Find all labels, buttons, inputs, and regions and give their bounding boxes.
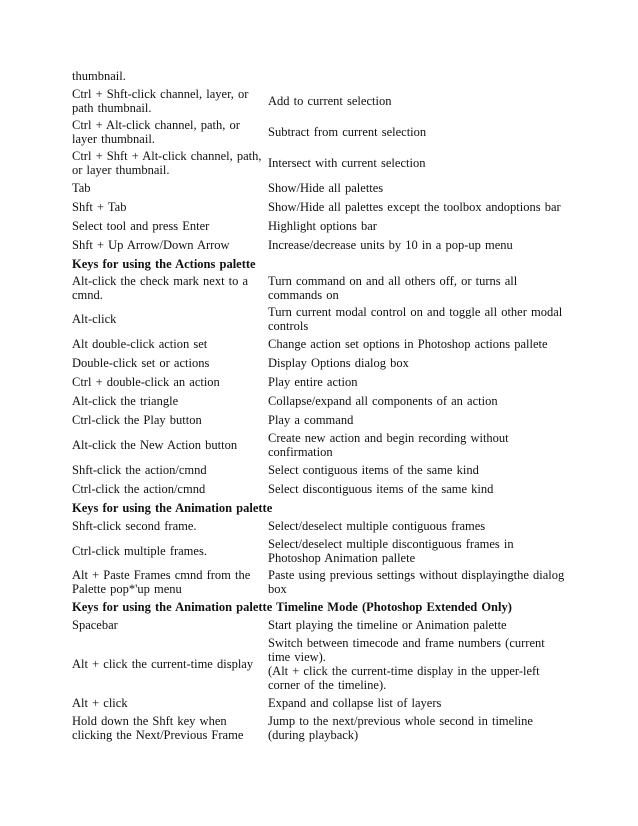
section-heading: Keys for using the Animation palette	[72, 501, 273, 515]
shortcut-keys	[72, 411, 268, 430]
shortcut-row	[72, 694, 572, 713]
shortcut-row	[72, 354, 572, 373]
shortcut-action-line: box	[268, 582, 287, 596]
shortcut-keys	[72, 273, 268, 304]
shortcut-action-line: Jump to the next/previous whole second in timeline	[268, 714, 533, 728]
shortcut-action-line: time view).	[268, 650, 326, 664]
shortcut-action-line: commands on	[268, 288, 339, 302]
shortcut-action-line: Select contiguous items of the same kind	[268, 463, 479, 477]
shortcut-keys-line: Alt-click	[72, 312, 117, 326]
shortcut-row	[72, 86, 572, 117]
shortcut-keys-line: Hold down the Shft key when	[72, 714, 227, 728]
shortcut-row	[72, 335, 572, 354]
shortcut-action-line: Paste using previous settings without displayingthe dialog	[268, 568, 565, 582]
shortcut-keys	[72, 86, 268, 117]
shortcut-action	[268, 304, 572, 335]
shortcut-keys-line: Spacebar	[72, 618, 118, 632]
shortcut-row	[72, 198, 572, 217]
section-heading-row	[72, 499, 572, 517]
shortcut-keys	[72, 179, 268, 198]
shortcut-keys-line: Ctrl + Shft-click channel, layer, or	[72, 87, 249, 101]
shortcut-action-line: Switch between timecode and frame numbers (current	[268, 636, 545, 650]
shortcut-action	[268, 713, 572, 744]
shortcut-row	[72, 179, 572, 198]
shortcut-action-line: Select/deselect multiple contiguous frames	[268, 519, 486, 533]
shortcut-keys-line: Ctrl + double-click an action	[72, 375, 220, 389]
shortcut-action-line: Intersect with current selection	[268, 156, 426, 170]
shortcut-action-line: Show/Hide all palettes	[268, 181, 384, 195]
shortcut-row	[72, 217, 572, 236]
shortcut-keys-line: Alt-click the check mark next to a	[72, 274, 249, 288]
shortcut-row	[72, 236, 572, 255]
shortcut-action-line: (Alt + click the current-time display in the upper-left	[268, 664, 540, 678]
shortcut-row	[72, 713, 572, 744]
shortcut-action-line: Create new action and begin recording without	[268, 431, 509, 445]
section-heading-row	[72, 255, 572, 273]
shortcut-action	[268, 461, 572, 480]
shortcut-action-line: corner of the timeline).	[268, 678, 387, 692]
shortcut-action	[268, 67, 572, 86]
shortcut-action	[268, 430, 572, 461]
shortcut-keys-line: Alt-click the triangle	[72, 394, 179, 408]
shortcut-keys-line: Alt double-click action set	[72, 337, 208, 351]
shortcut-keys	[72, 198, 268, 217]
shortcut-row	[72, 304, 572, 335]
shortcut-keys-line: Alt + click the current-time display	[72, 657, 254, 671]
shortcut-keys-line: Shft-click the action/cmnd	[72, 463, 207, 477]
shortcut-row	[72, 616, 572, 635]
section-heading: Keys for using the Animation palette Timeline Mode (Photoshop Extended Only)	[72, 600, 512, 614]
shortcut-row	[72, 480, 572, 499]
shortcut-keys-line: cmnd.	[72, 288, 103, 302]
shortcut-keys-line: Ctrl-click multiple frames.	[72, 544, 207, 558]
shortcut-action	[268, 694, 572, 713]
shortcut-action-line: Turn current modal control on and toggle all other modal	[268, 305, 563, 319]
shortcut-keys-line: path thumbnail.	[72, 101, 152, 115]
shortcut-keys	[72, 354, 268, 373]
shortcut-action-line: Play a command	[268, 413, 354, 427]
shortcut-action	[268, 517, 572, 536]
shortcut-action	[268, 373, 572, 392]
shortcut-row	[72, 430, 572, 461]
shortcut-action	[268, 217, 572, 236]
shortcut-row	[72, 392, 572, 411]
shortcut-keys-line: Ctrl-click the action/cmnd	[72, 482, 206, 496]
shortcut-keys-line: Tab	[72, 181, 91, 195]
shortcut-keys	[72, 335, 268, 354]
shortcut-row	[72, 148, 572, 179]
shortcut-row	[72, 635, 572, 694]
shortcut-keys	[72, 148, 268, 179]
shortcut-keys	[72, 430, 268, 461]
shortcut-keys	[72, 304, 268, 335]
shortcut-action	[268, 480, 572, 499]
shortcut-keys-line: layer thumbnail.	[72, 132, 155, 146]
shortcut-action-line: Expand and collapse list of layers	[268, 696, 442, 710]
shortcut-row	[72, 461, 572, 480]
shortcut-keys	[72, 694, 268, 713]
shortcut-keys	[72, 713, 268, 744]
shortcut-row	[72, 517, 572, 536]
shortcut-keys-line: Ctrl + Alt-click channel, path, or	[72, 118, 240, 132]
shortcut-action	[268, 392, 572, 411]
shortcut-action-line: Photoshop Animation pallete	[268, 551, 416, 565]
shortcut-keys-line: Select tool and press Enter	[72, 219, 210, 233]
shortcut-row	[72, 67, 572, 86]
shortcut-row	[72, 273, 572, 304]
shortcut-action	[268, 635, 572, 694]
shortcut-action-line: Increase/decrease units by 10 in a pop-up menu	[268, 238, 513, 252]
shortcut-row	[72, 117, 572, 148]
document-page	[72, 67, 572, 744]
shortcut-action	[268, 148, 572, 179]
shortcut-action	[268, 567, 572, 598]
shortcut-keys	[72, 567, 268, 598]
shortcut-keys	[72, 616, 268, 635]
shortcut-keys-line: Ctrl + Shft + Alt-click channel, path,	[72, 149, 262, 163]
shortcut-keys-line: Shft-click second frame.	[72, 519, 197, 533]
shortcut-keys-line: Alt + click	[72, 696, 128, 710]
shortcut-action-line: confirmation	[268, 445, 333, 459]
shortcut-keys	[72, 217, 268, 236]
shortcut-action-line: Subtract from current selection	[268, 125, 427, 139]
shortcut-action-line: Play entire action	[268, 375, 358, 389]
shortcut-action	[268, 236, 572, 255]
shortcut-action	[268, 117, 572, 148]
shortcut-table	[72, 67, 572, 744]
shortcut-action	[268, 273, 572, 304]
shortcut-row	[72, 373, 572, 392]
section-heading-row	[72, 598, 572, 616]
section-heading: Keys for using the Actions palette	[72, 257, 256, 271]
shortcut-action	[268, 536, 572, 567]
shortcut-keys	[72, 117, 268, 148]
shortcut-keys	[72, 373, 268, 392]
shortcut-action	[268, 354, 572, 373]
shortcut-action	[268, 179, 572, 198]
shortcut-keys-line: Palette pop*'up menu	[72, 582, 182, 596]
shortcut-row	[72, 536, 572, 567]
shortcut-keys	[72, 236, 268, 255]
shortcut-action-line: controls	[268, 319, 309, 333]
shortcut-keys-line: Ctrl-click the Play button	[72, 413, 202, 427]
shortcut-keys	[72, 461, 268, 480]
shortcut-action	[268, 411, 572, 430]
shortcut-keys	[72, 480, 268, 499]
shortcut-table-body	[72, 67, 572, 744]
shortcut-action	[268, 86, 572, 117]
shortcut-action-line: Collapse/expand all components of an action	[268, 394, 498, 408]
shortcut-keys-line: clicking the Next/Previous Frame	[72, 728, 244, 742]
shortcut-action-line: Change action set options in Photoshop actions pallete	[268, 337, 548, 351]
shortcut-keys-line: thumbnail.	[72, 69, 126, 83]
shortcut-action-line: Display Options dialog box	[268, 356, 409, 370]
shortcut-action-line: Select/deselect multiple discontiguous frames in	[268, 537, 514, 551]
shortcut-row	[72, 411, 572, 430]
shortcut-keys	[72, 536, 268, 567]
shortcut-action-line: Show/Hide all palettes except the toolbox andoptions bar	[268, 200, 561, 214]
shortcut-keys-line: Shft + Tab	[72, 200, 127, 214]
shortcut-action-line: Highlight options bar	[268, 219, 377, 233]
shortcut-keys	[72, 635, 268, 694]
shortcut-keys	[72, 517, 268, 536]
shortcut-action-line: Start playing the timeline or Animation palette	[268, 618, 507, 632]
shortcut-keys	[72, 392, 268, 411]
shortcut-action	[268, 198, 572, 217]
shortcut-keys-line: Alt-click the New Action button	[72, 438, 238, 452]
shortcut-keys-line: Shft + Up Arrow/Down Arrow	[72, 238, 230, 252]
shortcut-keys-line: or layer thumbnail.	[72, 163, 170, 177]
shortcut-action-line: Add to current selection	[268, 94, 392, 108]
shortcut-action-line: (during playback)	[268, 728, 359, 742]
shortcut-row	[72, 567, 572, 598]
shortcut-action	[268, 335, 572, 354]
shortcut-action-line: Turn command on and all others off, or turns all	[268, 274, 518, 288]
shortcut-action-line: Select discontiguous items of the same kind	[268, 482, 494, 496]
shortcut-action	[268, 616, 572, 635]
shortcut-keys	[72, 67, 268, 86]
shortcut-keys-line: Double-click set or actions	[72, 356, 210, 370]
shortcut-keys-line: Alt + Paste Frames cmnd from the	[72, 568, 251, 582]
